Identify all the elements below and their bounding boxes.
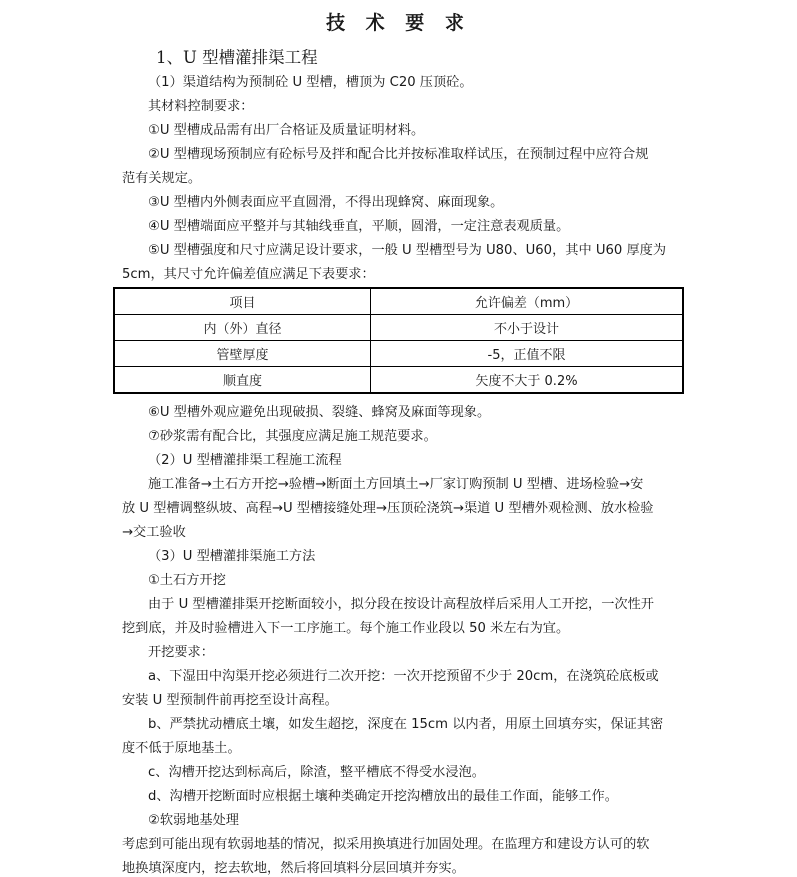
paragraph-line: ②U 型槽现场预制应有砼标号及拌和配合比并按标准取样试压，在预制过程中应符合规 xyxy=(148,147,649,162)
paragraph-line: ③U 型槽内外侧表面应平直圆滑，不得出现蜂窝、麻面现象。 xyxy=(148,195,504,210)
section-heading: 1、U 型槽灌排渠工程 xyxy=(156,48,318,67)
paragraph-line: 度不低于原地基土。 xyxy=(122,741,241,756)
paragraph-line: d、沟槽开挖断面时应根据土壤种类确定开挖沟槽放出的最佳工作面，能够工作。 xyxy=(148,789,618,804)
paragraph-line: 其材料控制要求： xyxy=(148,99,254,114)
table-cell: 管壁厚度 xyxy=(114,341,371,367)
paragraph-line: 安装 U 型预制件前再挖至设计高程。 xyxy=(122,693,338,708)
paragraph-line: （3）U 型槽灌排渠施工方法 xyxy=(148,549,316,564)
paragraph-line: 施工准备→土石方开挖→验槽→断面土方回填土→厂家订购预制 U 型槽、进场检验→安 xyxy=(148,477,644,492)
table-row xyxy=(114,367,683,394)
paragraph-line: b、严禁扰动槽底土壤，如发生超挖，深度在 15cm 以内者，用原土回填夯实，保证其密 xyxy=(148,717,664,732)
paragraph-line: ①U 型槽成品需有出厂合格证及质量证明材料。 xyxy=(148,123,425,138)
paragraph-line: （1）渠道结构为预制砼 U 型槽，槽顶为 C20 压顶砼。 xyxy=(148,75,473,90)
paragraph-line: 开挖要求： xyxy=(148,645,214,660)
paragraph-line: 地换填深度内，挖去软地，然后将回填料分层回填并夯实。 xyxy=(122,861,465,876)
paragraph-line: ⑥U 型槽外观应避免出现破损、裂缝、蜂窝及麻面等现象。 xyxy=(148,405,491,420)
paragraph-line: ②软弱地基处理 xyxy=(148,813,239,828)
paragraph-line: 范有关规定。 xyxy=(122,171,202,186)
paragraph-line: ⑤U 型槽强度和尺寸应满足设计要求，一般 U 型槽型号为 U80、U60，其中 U60 厚度为 xyxy=(148,243,667,258)
paragraph-line: ⑦砂浆需有配合比，其强度应满足施工规范要求。 xyxy=(148,429,437,444)
table-cell: 不小于设计 xyxy=(371,315,684,341)
paragraph-line: →交工验收 xyxy=(122,525,186,540)
paragraph-line: ④U 型槽端面应平整并与其轴线垂直，平顺，圆滑，一定注意表观质量。 xyxy=(148,219,570,234)
table-cell: 矢度不大于 0.2% xyxy=(371,367,684,394)
paragraph-line: ①土石方开挖 xyxy=(148,573,226,588)
paragraph-line: 放 U 型槽调整纵坡、高程→U 型槽接缝处理→压顶砼浇筑→渠道 U 型槽外观检测、放水检验 xyxy=(122,501,654,516)
table-cell: 内（外）直径 xyxy=(114,315,371,341)
paragraph-line: （2）U 型槽灌排渠工程施工流程 xyxy=(148,453,342,468)
paragraph-line: 挖到底，并及时验槽进入下一工序施工。每个施工作业段以 50 米左右为宜。 xyxy=(122,621,570,636)
table-row xyxy=(114,341,683,367)
table-header-cell: 项目 xyxy=(114,288,371,315)
paragraph-line: c、沟槽开挖达到标高后，除渣，整平槽底不得受水浸泡。 xyxy=(148,765,485,780)
table-cell: 顺直度 xyxy=(114,367,371,394)
paragraph-line: a、下湿田中沟渠开挖必须进行二次开挖：一次开挖预留不少于 20cm，在浇筑砼底板或 xyxy=(148,669,659,684)
table-header-cell: 允许偏差（mm） xyxy=(371,288,684,315)
table-row xyxy=(114,315,683,341)
paragraph-line: 考虑到可能出现有软弱地基的情况，拟采用换填进行加固处理。在监理方和建设方认可的软 xyxy=(122,837,650,852)
table-cell: -5，正值不限 xyxy=(371,341,684,367)
paragraph-line: 由于 U 型槽灌排渠开挖断面较小，拟分段在按设计高程放样后采用人工开挖，一次性开 xyxy=(148,597,654,612)
tolerance-table xyxy=(113,287,684,394)
table-header-row xyxy=(114,288,683,315)
paragraph-line: 5cm，其尺寸允许偏差值应满足下表要求： xyxy=(122,267,375,282)
document-title: 技 术 要 求 xyxy=(326,12,471,34)
